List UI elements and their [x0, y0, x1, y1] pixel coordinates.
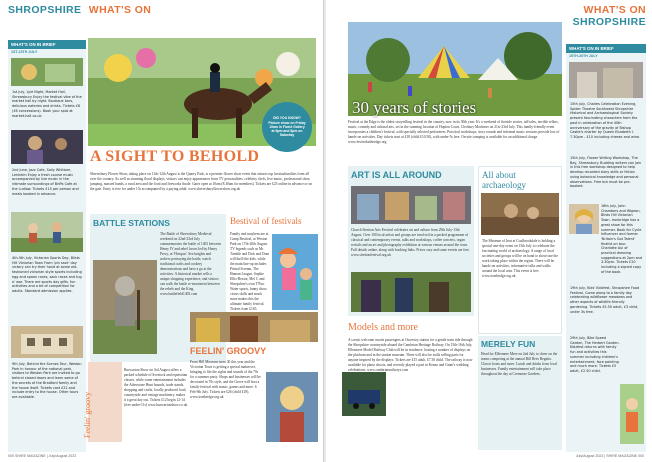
sidebar-item: 15th July, Charles Celebration Evening, Spider Theatre Southwest Shropshire Historical and Archaeological Society present fascinating characters from the past in celebration of the 40th anniversary of the gravity of Bishop Castle's charter by Queen Elizabeth I. 7.30pm - £10 including cheese and wine. [570, 102, 641, 139]
sidebar-photo-garden [620, 384, 644, 444]
groovy-title: FEELIN' GROOVY [190, 346, 267, 356]
burwarton-body: Burwarton Show on 3rd August offers a packed schedule of livestock and equestrian classes, while some entertainment includes the Atherstone Hunt hounds, trade stands, shopping and crafts, locally produced food, countryside and vintage machinery, makes it a great day out. Tickets £12 begin 12-14 (free under-11s) www.burwartonshow.co.uk [124, 368, 188, 407]
battle-title: BATTLE STATIONS [93, 218, 170, 228]
sidebar-title: WHAT'S ON IN BRIEF [8, 40, 86, 49]
merely-body: Head for Ellesmere Mere on 2nd July to cheer on the teams competing at the annual Bill Rees Regatta. Classic boats and more. Lunch and drinks from local businesses. Family entertainment will take place throughout the day at Cremorne Gardens. [481, 352, 558, 376]
groovy-photo-2 [266, 372, 318, 442]
header-section: WHAT'S ON [88, 4, 152, 16]
archaeology-body: The Museum of Iron at Coalbrookdale is holding a special one-day event on 15th July to celebrate the fascinating world of archaeology. A range of local societies and groups will be on hand to showcase the work taking place within the region. There will be hands-on activities, informative talks and walks around the local area. This event is free. www.ironbridge.org.uk [482, 239, 558, 278]
sidebar-subtitle: 1ST-15TH JULY [11, 50, 38, 54]
left-page [0, 0, 324, 462]
models-body-top: A scenic welcome awaits passengers at Oswestry station for a gentle train ride through the Shropshire countryside aboard the Cambrian Heritage Railway. On 15th-16th July, Ellesmere Model Railway Club will be in residence, hosting a number of displays on the platform and in the station museum. There will also be stalls selling parts for anyone inspired by the displays. Tickets are £15 adult, £7.50 child. The railway is now available for photo shoots, and recently played a part in Kenzo and Grant's wedding celebrations. www.cambrianrailways.com [348, 338, 473, 372]
left-footer: 000 SHIRE MAGAZINE | July/August 2023 [8, 454, 77, 458]
sidebar-item: 29th July, Bike Speed Garden, The Herbert Garden. Kidzfest returns with family fun and activities this summer including children's entertainment, face painting and much more. Tickets £5 adult, £2.50 child. [570, 336, 620, 373]
groovy-vertical-strip [83, 362, 122, 442]
festival-photo [272, 234, 318, 310]
sidebar-item: 19th July, Kids' Kidzfest, Shropshire Food Festival. Come along to a family day celebrating wildflower meadows and other aspects of wildlife-friendly gardening. Tickets £5.50 adult, £3 child, under 3s free. [570, 286, 640, 314]
sidebar-photo-castle [569, 62, 643, 98]
feature-body: Shrewsbury Flower Show, taking place on 11th-12th August is the Quarry Park, is a premier flower show event that attracts top horticulturalists from all over the country. As well as stunning floral displays, visitors can enjoy appearances from TV personalities, celebrity chefs, live music, professional show jumping, massed bands, a rural area and the food and fireworks finale. Gates open at 10am (8.30am for members). Tickets are £25 online in advance or on the gate. Entry is free for under 15s accompanied by a paying adult. www.shrewsburyflowershow.org.uk [90, 172, 313, 191]
did-you-know-badge [262, 102, 312, 152]
art-box [348, 166, 474, 316]
battle-body: The Battle of Shrewsbury Medieval weekend on 22nd-23rd July commemorates the battle of 1403 between Henry IV and rebel forces led by Henry Percy, or 'Hotspur'. See knights and archers portraying the battle, watch traditional crafts and cookery demonstrations and have a go at the activities. A historical market sells a unique shopping experience, and visitors can walk the battle re-enactment between the rebels and the King. www.battlefield1403.com [160, 232, 221, 296]
merely-title: MERELY FUN [481, 339, 536, 349]
header-section-right: WHAT'S ON [583, 4, 646, 16]
art-photo [351, 186, 471, 224]
models-title: Models and more [348, 322, 418, 333]
sidebar-title-right: WHAT'S ON IN BRIEF [566, 44, 646, 53]
sidebar-subtitle-right: 15TH-30TH JULY [569, 54, 598, 58]
page-header-right [506, 4, 646, 28]
sidebar-photo-portrait [569, 204, 599, 234]
sidebar-photo-weston [11, 326, 83, 358]
sidebar-item: 4th-5th July, Victorian Sports Day, Blists Hill Victorian Town From 'pin sack' day victory can try their hand at some old-fashioned victorian style sports including egg and spoon races, sack races and tug o' war. There are sports day gifts, fun activities and a bit of competition for adults. Standard admission applies. [12, 256, 82, 293]
stories-title: 30 years of stories [352, 98, 477, 117]
sidebar-in-brief-right [566, 44, 646, 452]
badge-text: DID YOU KNOW? Picture show on Friday 10am in Florid Gallery at 6pm and 8pm on Saturday [268, 116, 306, 138]
archaeology-box [478, 166, 562, 334]
sidebar-item: 9th July, Behind the Scenes Tour, Weston Park In honour of the national park, visitors to Weston Park are invited to go behind closed doors and learn some of the secrets of the Bradford family and the house itself. Tickets cost £22 and include entry to the house. Other tours are available. [12, 362, 82, 399]
art-title: ART IS ALL AROUND [351, 170, 442, 180]
battle-photo [93, 260, 157, 354]
right-footer: July/August 2023 | SHIRE MAGAZINE 000 [575, 454, 644, 458]
sidebar-item: 2nd June, Jazz Cafe, Sally Whittom, Lenheim Enjoy a fresh course music accompanied by live music in the intimate surroundings of Briffs Cafe at the Ludlow. Tickets £15 per person and meals booked in advance. [12, 168, 79, 196]
sidebar-photo-sports [11, 212, 83, 252]
festivals-title: Bestival of festivals [230, 216, 302, 226]
sidebar-photo-market [11, 58, 83, 86]
groovy-photo [190, 312, 318, 342]
festivals-body: Family and mayhem are at Camp Bestival, at Weston Park on 17th-20th August. TV legends such as Mr Tumble and Dick and Dom will thrill the kids, while the main line-up includes Primal Scream, The Human League, Sophie Ellis-Bextor, Mel C and Shropshire's own T'Pau. Water sports, funny show, circus skills and much more makes this the ultimate family festival. Tickets from £165. [230, 232, 270, 311]
page-header [8, 4, 208, 18]
sidebar-in-brief [8, 40, 86, 452]
archaeology-title: All about archaeology [482, 170, 526, 190]
art-body: Church Stretton Arts Festival celebrates art and culture from 29th July-13th August. Over 100 local artists and groups are involved in a packed programme of classical and contemporary events, talks and workshops, coffee concerts, organ recitals and an art and photography exhibition at various venues around the town. Full details online, along with booking links. Prices vary and some events are free. www.strettonfestival.org.uk [351, 228, 470, 257]
stories-body: Festival at the Edge is the oldest storytelling festival in the country, now in its 30th year. It's a weekend of fireside stories, tall tales, terrible tellers, music, comedy and cultural arts, set in the stunning location of Hopton Court, Cleobury Mortimer on 21st-23rd July. This family-friendly event incorporates a children's festival, with specially selected performers. Practical workshops, story rounds and informal music sessions provide lots of hands-on activities. Day tickets start at £18 (child £10.50), with under-5s free. On-site camping is available for an additional charge. www.festivalattheedge.org [348, 120, 560, 144]
merely-box [478, 336, 562, 450]
header-brand-right: SHROPSHIRE [572, 16, 646, 28]
groovy-body: From Hill Museum turns 30 this year and the Victorian Town is getting a special makeover, bringing to life the sights and sounds of the 70s for a summer party. Shops and businesses will be decorated in 70s style, and the Grove will host a family festival with music, games and more. 6 Feb-9th July. Tickets are £26 (child £18). www.ironbridge.org.uk [190, 360, 261, 399]
groovy-vertical-label: Feelin' groovy [83, 391, 92, 438]
header-brand: SHROPSHIRE [8, 4, 82, 16]
models-photo-circle [342, 372, 386, 416]
feature-title: A SIGHT TO BEHOLD [90, 148, 260, 165]
sidebar-item: 15th July, Flower Writing Workshop, The Bay, Shrewsbury. Budding writers can join in this free workshop designed to help develop recorded story skills or fiction using botanical knowledge and personal observations. Free but must be pre-booked. [570, 156, 642, 189]
art-photo-2 [351, 272, 471, 312]
sidebar-photo-jazz [11, 130, 83, 164]
sidebar-item: 1st July, Lyle Night, Market Hall, Shrewsbury Enjoy the festival vibe of the market hall by night. Boutique bars, delicious eateries and drinks. Tickets £8 (£6 concessions). Book your spot at market-hall.co.uk. [12, 90, 82, 118]
right-page [326, 0, 652, 462]
archaeology-photo [481, 193, 559, 235]
sidebar-item: 16th July, John Chambers and Wigeon, Blists Hill Victorian Town. Ironbridge has a great show for this summer. Book for Cycle Influencer and former 'Britain's Got Talent' finalist on tour. Charlotte Aul of practical dressing suggestions at 2pm and 3.30pm. Tickets £20 including a signed copy of the book. [601, 204, 642, 274]
